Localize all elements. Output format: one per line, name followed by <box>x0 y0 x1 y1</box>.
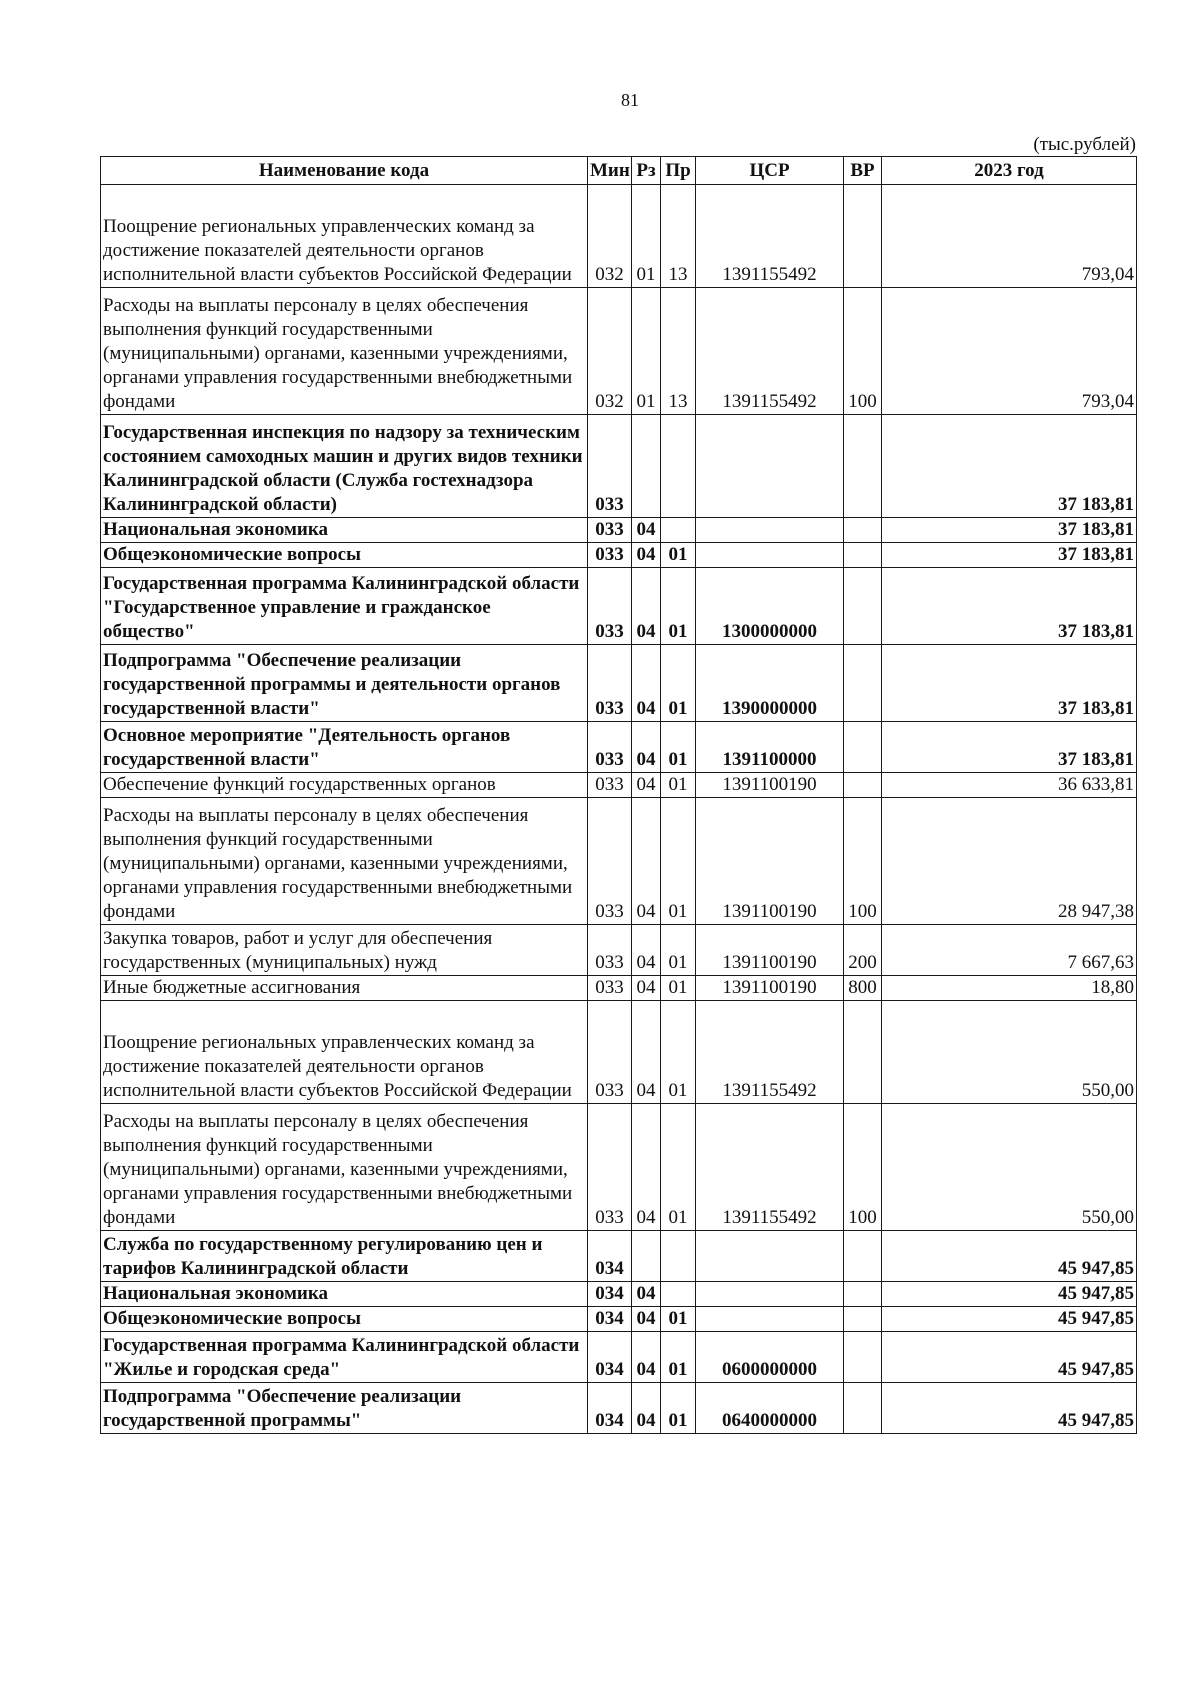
cell-pr: 01 <box>661 543 696 568</box>
cell-name: Расходы на выплаты персоналу в целях обеспечения выполнения функций государственными (муниципальными) органами, казенными учреждениями, органами управления государственными внебюджетными фондами <box>101 798 588 925</box>
table-row <box>101 1307 1137 1332</box>
cell-amount: 45 947,85 <box>882 1332 1137 1383</box>
cell-amount: 28 947,38 <box>882 798 1137 925</box>
column-header-rz: Рз <box>632 157 661 185</box>
cell-vr <box>844 185 882 288</box>
cell-name: Поощрение региональных управленческих команд за достижение показателей деятельности органов исполнительной власти субъектов Российской Федерации <box>101 1001 588 1104</box>
cell-name: Общеэкономические вопросы <box>101 1307 588 1332</box>
cell-amount: 45 947,85 <box>882 1307 1137 1332</box>
cell-name: Государственная программа Калининградской области "Государственное управление и гражданское общество" <box>101 568 588 645</box>
cell-amount: 36 633,81 <box>882 773 1137 798</box>
cell-pr <box>661 518 696 543</box>
cell-min: 033 <box>588 1104 632 1231</box>
cell-rz: 04 <box>632 518 661 543</box>
table-row <box>101 1282 1137 1307</box>
cell-min: 033 <box>588 568 632 645</box>
cell-name: Обеспечение функций государственных органов <box>101 773 588 798</box>
table-row <box>101 722 1137 773</box>
cell-pr: 01 <box>661 1001 696 1104</box>
cell-csr <box>696 1307 844 1332</box>
table-row <box>101 185 1137 288</box>
column-header-min: Мин <box>588 157 632 185</box>
cell-vr <box>844 568 882 645</box>
column-header-vr: ВР <box>844 157 882 185</box>
cell-name: Расходы на выплаты персоналу в целях обеспечения выполнения функций государственными (муниципальными) органами, казенными учреждениями, органами управления государственными внебюджетными фондами <box>101 288 588 415</box>
cell-amount: 37 183,81 <box>882 415 1137 518</box>
budget-table <box>100 156 1137 1434</box>
cell-min: 033 <box>588 722 632 773</box>
cell-amount: 37 183,81 <box>882 543 1137 568</box>
cell-name: Национальная экономика <box>101 1282 588 1307</box>
table-row <box>101 415 1137 518</box>
cell-vr <box>844 722 882 773</box>
cell-rz: 04 <box>632 543 661 568</box>
cell-pr <box>661 415 696 518</box>
cell-amount: 550,00 <box>882 1104 1137 1231</box>
table-row <box>101 518 1137 543</box>
cell-rz: 04 <box>632 1332 661 1383</box>
cell-vr <box>844 773 882 798</box>
cell-vr: 800 <box>844 976 882 1001</box>
column-header-year: 2023 год <box>882 157 1137 185</box>
cell-pr: 13 <box>661 185 696 288</box>
cell-csr: 1391100000 <box>696 722 844 773</box>
cell-vr <box>844 1383 882 1434</box>
cell-pr: 13 <box>661 288 696 415</box>
cell-vr <box>844 1332 882 1383</box>
cell-vr <box>844 1231 882 1282</box>
table-row <box>101 925 1137 976</box>
cell-min: 034 <box>588 1307 632 1332</box>
cell-vr <box>844 1282 882 1307</box>
cell-amount: 793,04 <box>882 288 1137 415</box>
column-header-name: Наименование кода <box>101 157 588 185</box>
cell-pr: 01 <box>661 568 696 645</box>
cell-name: Поощрение региональных управленческих команд за достижение показателей деятельности органов исполнительной власти субъектов Российской Федерации <box>101 185 588 288</box>
cell-name: Подпрограмма "Обеспечение реализации государственной программы" <box>101 1383 588 1434</box>
cell-csr: 1391155492 <box>696 288 844 415</box>
cell-csr: 1391155492 <box>696 1104 844 1231</box>
cell-pr: 01 <box>661 1332 696 1383</box>
cell-csr: 1391155492 <box>696 1001 844 1104</box>
cell-pr: 01 <box>661 798 696 925</box>
cell-min: 034 <box>588 1231 632 1282</box>
cell-vr <box>844 543 882 568</box>
cell-min: 034 <box>588 1383 632 1434</box>
cell-pr <box>661 1231 696 1282</box>
table-header-row <box>101 157 1137 185</box>
cell-rz: 04 <box>632 568 661 645</box>
cell-pr <box>661 1282 696 1307</box>
cell-min: 032 <box>588 288 632 415</box>
cell-name: Закупка товаров, работ и услуг для обеспечения государственных (муниципальных) нужд <box>101 925 588 976</box>
cell-csr <box>696 1282 844 1307</box>
cell-csr <box>696 1231 844 1282</box>
cell-pr: 01 <box>661 722 696 773</box>
cell-min: 033 <box>588 925 632 976</box>
table-row <box>101 976 1137 1001</box>
cell-rz: 01 <box>632 185 661 288</box>
cell-pr: 01 <box>661 1104 696 1231</box>
cell-rz: 04 <box>632 1307 661 1332</box>
table-row <box>101 568 1137 645</box>
cell-csr <box>696 543 844 568</box>
cell-amount: 37 183,81 <box>882 568 1137 645</box>
table-row <box>101 1383 1137 1434</box>
cell-vr <box>844 1001 882 1104</box>
cell-pr: 01 <box>661 1383 696 1434</box>
cell-min: 033 <box>588 518 632 543</box>
cell-rz: 04 <box>632 773 661 798</box>
cell-vr <box>844 415 882 518</box>
table-row <box>101 1104 1137 1231</box>
cell-name: Подпрограмма "Обеспечение реализации государственной программы и деятельности органов государственной власти" <box>101 645 588 722</box>
cell-amount: 37 183,81 <box>882 518 1137 543</box>
cell-min: 032 <box>588 185 632 288</box>
cell-pr: 01 <box>661 925 696 976</box>
cell-amount: 37 183,81 <box>882 645 1137 722</box>
units-label: (тыс.рублей) <box>1033 134 1136 155</box>
cell-pr: 01 <box>661 645 696 722</box>
cell-csr: 1391155492 <box>696 185 844 288</box>
cell-csr: 1390000000 <box>696 645 844 722</box>
cell-min: 033 <box>588 773 632 798</box>
table-row <box>101 1231 1137 1282</box>
cell-vr <box>844 645 882 722</box>
cell-csr <box>696 415 844 518</box>
cell-amount: 18,80 <box>882 976 1137 1001</box>
table-row <box>101 645 1137 722</box>
table-row <box>101 798 1137 925</box>
column-header-csr: ЦСР <box>696 157 844 185</box>
cell-min: 033 <box>588 1001 632 1104</box>
cell-name: Расходы на выплаты персоналу в целях обеспечения выполнения функций государственными (муниципальными) органами, казенными учреждениями, органами управления государственными внебюджетными фондами <box>101 1104 588 1231</box>
cell-min: 033 <box>588 415 632 518</box>
table-row <box>101 1001 1137 1104</box>
cell-name: Общеэкономические вопросы <box>101 543 588 568</box>
cell-amount: 45 947,85 <box>882 1282 1137 1307</box>
table-row <box>101 288 1137 415</box>
table-row <box>101 543 1137 568</box>
cell-csr: 1391100190 <box>696 976 844 1001</box>
cell-name: Основное мероприятие "Деятельность органов государственной власти" <box>101 722 588 773</box>
cell-min: 034 <box>588 1332 632 1383</box>
cell-amount: 45 947,85 <box>882 1231 1137 1282</box>
cell-name: Государственная инспекция по надзору за техническим состоянием самоходных машин и других видов техники Калининградской области (Служба гостехнадзора Калининградской области) <box>101 415 588 518</box>
cell-vr: 100 <box>844 288 882 415</box>
cell-pr: 01 <box>661 976 696 1001</box>
cell-min: 034 <box>588 1282 632 1307</box>
cell-name: Национальная экономика <box>101 518 588 543</box>
cell-rz: 04 <box>632 645 661 722</box>
cell-amount: 793,04 <box>882 185 1137 288</box>
column-header-pr: Пр <box>661 157 696 185</box>
cell-name: Служба по государственному регулированию цен и тарифов Калининградской области <box>101 1231 588 1282</box>
cell-amount: 37 183,81 <box>882 722 1137 773</box>
cell-vr: 200 <box>844 925 882 976</box>
cell-vr <box>844 1307 882 1332</box>
cell-rz: 04 <box>632 798 661 925</box>
cell-csr: 1300000000 <box>696 568 844 645</box>
cell-min: 033 <box>588 798 632 925</box>
cell-csr <box>696 518 844 543</box>
cell-amount: 550,00 <box>882 1001 1137 1104</box>
cell-min: 033 <box>588 976 632 1001</box>
cell-rz: 04 <box>632 1282 661 1307</box>
cell-rz <box>632 415 661 518</box>
cell-rz: 04 <box>632 1383 661 1434</box>
page-number: 81 <box>621 90 639 110</box>
cell-min: 033 <box>588 645 632 722</box>
cell-vr <box>844 518 882 543</box>
cell-rz: 04 <box>632 976 661 1001</box>
cell-amount: 7 667,63 <box>882 925 1137 976</box>
cell-csr: 0640000000 <box>696 1383 844 1434</box>
table-row <box>101 773 1137 798</box>
cell-rz: 01 <box>632 288 661 415</box>
cell-vr: 100 <box>844 1104 882 1231</box>
cell-rz: 04 <box>632 1104 661 1231</box>
cell-rz: 04 <box>632 925 661 976</box>
cell-pr: 01 <box>661 773 696 798</box>
cell-csr: 0600000000 <box>696 1332 844 1383</box>
table-body <box>101 185 1137 1434</box>
cell-vr: 100 <box>844 798 882 925</box>
cell-rz <box>632 1231 661 1282</box>
cell-min: 033 <box>588 543 632 568</box>
cell-rz: 04 <box>632 1001 661 1104</box>
cell-csr: 1391100190 <box>696 773 844 798</box>
cell-name: Государственная программа Калининградской области "Жилье и городская среда" <box>101 1332 588 1383</box>
cell-csr: 1391100190 <box>696 798 844 925</box>
cell-rz: 04 <box>632 722 661 773</box>
cell-csr: 1391100190 <box>696 925 844 976</box>
table-row <box>101 1332 1137 1383</box>
cell-pr: 01 <box>661 1307 696 1332</box>
cell-amount: 45 947,85 <box>882 1383 1137 1434</box>
cell-name: Иные бюджетные ассигнования <box>101 976 588 1001</box>
